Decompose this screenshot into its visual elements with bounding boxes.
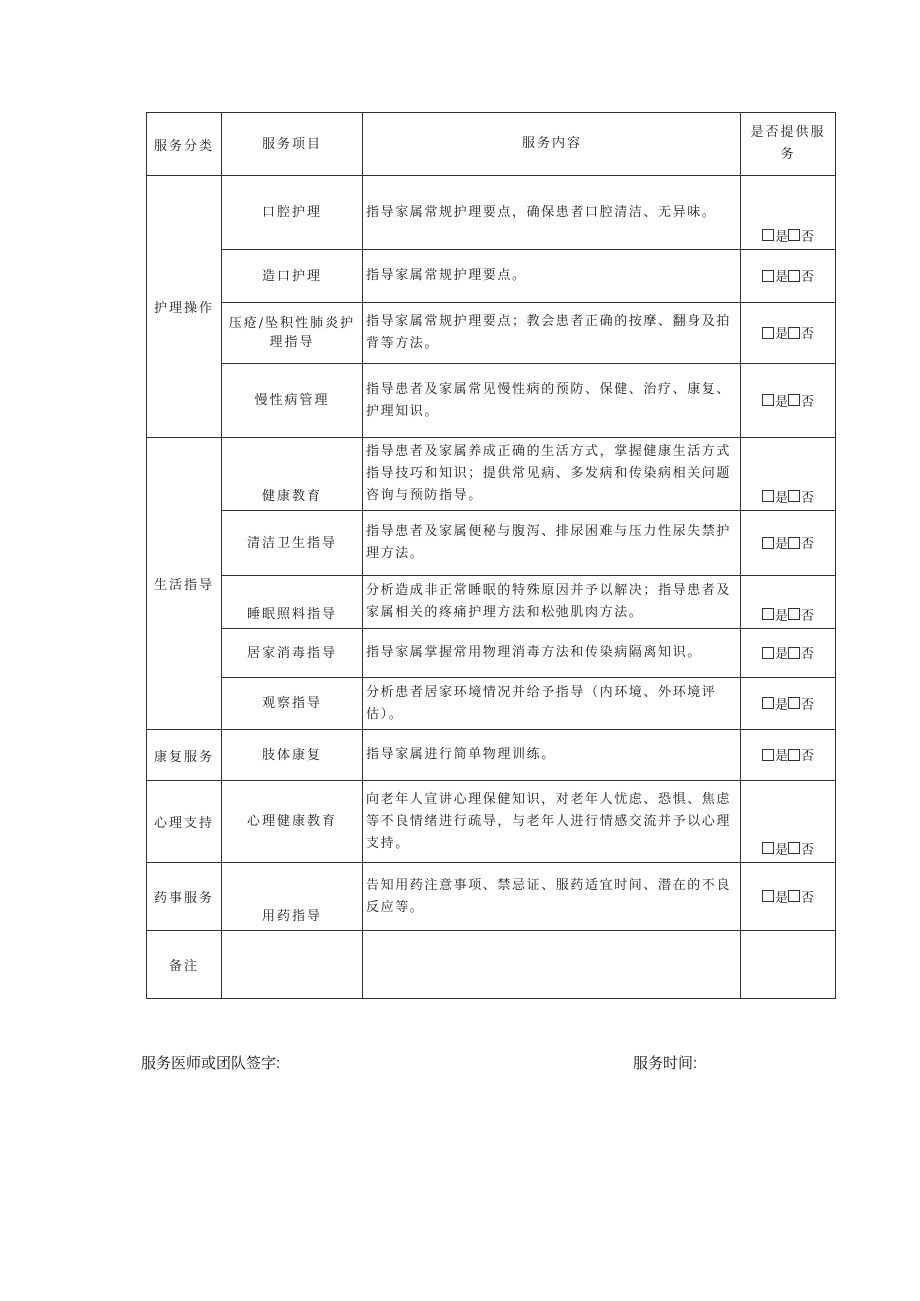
category-cell: 药事服务 xyxy=(147,863,222,931)
category-cell: 护理操作 xyxy=(147,176,222,438)
no-checkbox[interactable] xyxy=(788,697,800,709)
yes-no-cell xyxy=(741,364,836,438)
signature-label: 服务医师或团队签字: xyxy=(141,1055,281,1072)
no-label: 否 xyxy=(801,749,815,765)
item-cell: 用药指导 xyxy=(222,863,363,931)
table-row xyxy=(147,364,836,438)
yes-no-cell xyxy=(741,781,836,863)
item-cell: 压疮/坠积性肺炎护理指导 xyxy=(222,303,363,364)
no-label: 否 xyxy=(801,890,815,906)
remarks-content-cell[interactable] xyxy=(363,931,741,999)
header-category: 服务分类 xyxy=(147,113,222,176)
yes-checkbox[interactable] xyxy=(762,647,774,659)
header-provided: 是否提供服务 xyxy=(741,113,836,176)
content-cell: 指导家属进行简单物理训练。 xyxy=(363,730,741,781)
yes-checkbox[interactable] xyxy=(762,842,774,854)
category-cell: 心理支持 xyxy=(147,781,222,863)
yes-no-cell xyxy=(741,863,836,931)
yes-label: 是 xyxy=(774,229,788,245)
yes-label: 是 xyxy=(774,647,788,663)
table-row xyxy=(147,863,836,931)
item-cell: 睡眠照料指导 xyxy=(222,576,363,629)
no-checkbox[interactable] xyxy=(788,537,800,549)
no-checkbox[interactable] xyxy=(788,270,800,282)
remarks-provided-cell[interactable] xyxy=(741,931,836,999)
yes-no-cell xyxy=(741,250,836,303)
yes-label: 是 xyxy=(774,842,788,858)
table-row xyxy=(147,576,836,629)
item-cell: 造口护理 xyxy=(222,250,363,303)
yes-checkbox[interactable] xyxy=(762,608,774,620)
yes-no-cell xyxy=(741,438,836,511)
no-label: 否 xyxy=(801,394,815,410)
yes-no-cell xyxy=(741,303,836,364)
yes-label: 是 xyxy=(774,697,788,713)
no-label: 否 xyxy=(801,229,815,245)
no-label: 否 xyxy=(801,842,815,858)
item-cell: 口腔护理 xyxy=(222,176,363,250)
no-label: 否 xyxy=(801,327,815,343)
yes-no-cell xyxy=(741,678,836,730)
item-cell: 居家消毒指导 xyxy=(222,629,363,678)
no-label: 否 xyxy=(801,647,815,663)
no-checkbox[interactable] xyxy=(788,608,800,620)
item-cell: 肢体康复 xyxy=(222,730,363,781)
table-row xyxy=(147,176,836,250)
yes-checkbox[interactable] xyxy=(762,749,774,761)
yes-no-cell xyxy=(741,576,836,629)
yes-label: 是 xyxy=(774,270,788,286)
no-checkbox[interactable] xyxy=(788,842,800,854)
yes-label: 是 xyxy=(774,608,788,624)
yes-no-cell xyxy=(741,176,836,250)
header-content: 服务内容 xyxy=(363,113,741,176)
yes-checkbox[interactable] xyxy=(762,537,774,549)
no-label: 否 xyxy=(801,697,815,713)
content-cell: 告知用药注意事项、禁忌证、服药适宜时间、潜在的不良反应等。 xyxy=(363,863,741,931)
table-row xyxy=(147,250,836,303)
service-time-label: 服务时间: xyxy=(633,1055,698,1072)
table-row xyxy=(147,438,836,511)
remarks-label: 备注 xyxy=(147,931,222,999)
yes-checkbox[interactable] xyxy=(762,490,774,502)
content-cell: 向老年人宣讲心理保健知识，对老年人忧虑、恐惧、焦虑等不良情绪进行疏导，与老年人进行情感交流并予以心理支持。 xyxy=(363,781,741,863)
yes-label: 是 xyxy=(774,890,788,906)
no-label: 否 xyxy=(801,608,815,624)
content-cell: 指导患者及家属便秘与腹泻、排尿困难与压力性尿失禁护理方法。 xyxy=(363,511,741,576)
no-checkbox[interactable] xyxy=(788,229,800,241)
item-cell: 健康教育 xyxy=(222,438,363,511)
table-row xyxy=(147,678,836,730)
yes-checkbox[interactable] xyxy=(762,890,774,902)
content-cell: 指导家属常规护理要点，确保患者口腔清洁、无异味。 xyxy=(363,176,741,250)
content-cell: 指导家属掌握常用物理消毒方法和传染病隔离知识。 xyxy=(363,629,741,678)
yes-checkbox[interactable] xyxy=(762,394,774,406)
yes-no-cell xyxy=(741,511,836,576)
content-cell: 指导患者及家属养成正确的生活方式，掌握健康生活方式指导技巧和知识；提供常见病、多发病和传染病相关问题咨询与预防指导。 xyxy=(363,438,741,511)
yes-checkbox[interactable] xyxy=(762,229,774,241)
table-row xyxy=(147,730,836,781)
item-cell: 慢性病管理 xyxy=(222,364,363,438)
yes-label: 是 xyxy=(774,749,788,765)
no-checkbox[interactable] xyxy=(788,647,800,659)
no-checkbox[interactable] xyxy=(788,327,800,339)
no-label: 否 xyxy=(801,270,815,286)
yes-checkbox[interactable] xyxy=(762,697,774,709)
table-row xyxy=(147,629,836,678)
no-label: 否 xyxy=(801,537,815,553)
no-checkbox[interactable] xyxy=(788,490,800,502)
yes-checkbox[interactable] xyxy=(762,270,774,282)
no-checkbox[interactable] xyxy=(788,890,800,902)
no-label: 否 xyxy=(801,490,815,506)
content-cell: 指导家属常规护理要点；教会患者正确的按摩、翻身及拍背等方法。 xyxy=(363,303,741,364)
yes-checkbox[interactable] xyxy=(762,327,774,339)
table-row xyxy=(147,511,836,576)
item-cell: 观察指导 xyxy=(222,678,363,730)
table-header-row xyxy=(147,113,836,176)
remarks-item-cell[interactable] xyxy=(222,931,363,999)
content-cell: 指导患者及家属常见慢性病的预防、保健、治疗、康复、护理知识。 xyxy=(363,364,741,438)
header-item: 服务项目 xyxy=(222,113,363,176)
remarks-row xyxy=(147,931,836,999)
yes-no-cell xyxy=(741,629,836,678)
yes-label: 是 xyxy=(774,394,788,410)
category-cell: 康复服务 xyxy=(147,730,222,781)
no-checkbox[interactable] xyxy=(788,749,800,761)
content-cell: 分析造成非正常睡眠的特殊原因并予以解决；指导患者及家属相关的疼痛护理方法和松弛肌肉方法。 xyxy=(363,576,741,629)
content-cell: 指导家属常规护理要点。 xyxy=(363,250,741,303)
no-checkbox[interactable] xyxy=(788,394,800,406)
yes-label: 是 xyxy=(774,537,788,553)
content-cell: 分析患者居家环境情况并给予指导（内环境、外环境评估）。 xyxy=(363,678,741,730)
yes-label: 是 xyxy=(774,490,788,506)
item-cell: 清洁卫生指导 xyxy=(222,511,363,576)
table-row xyxy=(147,781,836,863)
item-cell: 心理健康教育 xyxy=(222,781,363,863)
yes-no-cell xyxy=(741,730,836,781)
table-row xyxy=(147,303,836,364)
yes-label: 是 xyxy=(774,327,788,343)
category-cell: 生活指导 xyxy=(147,438,222,730)
service-table xyxy=(146,112,836,999)
